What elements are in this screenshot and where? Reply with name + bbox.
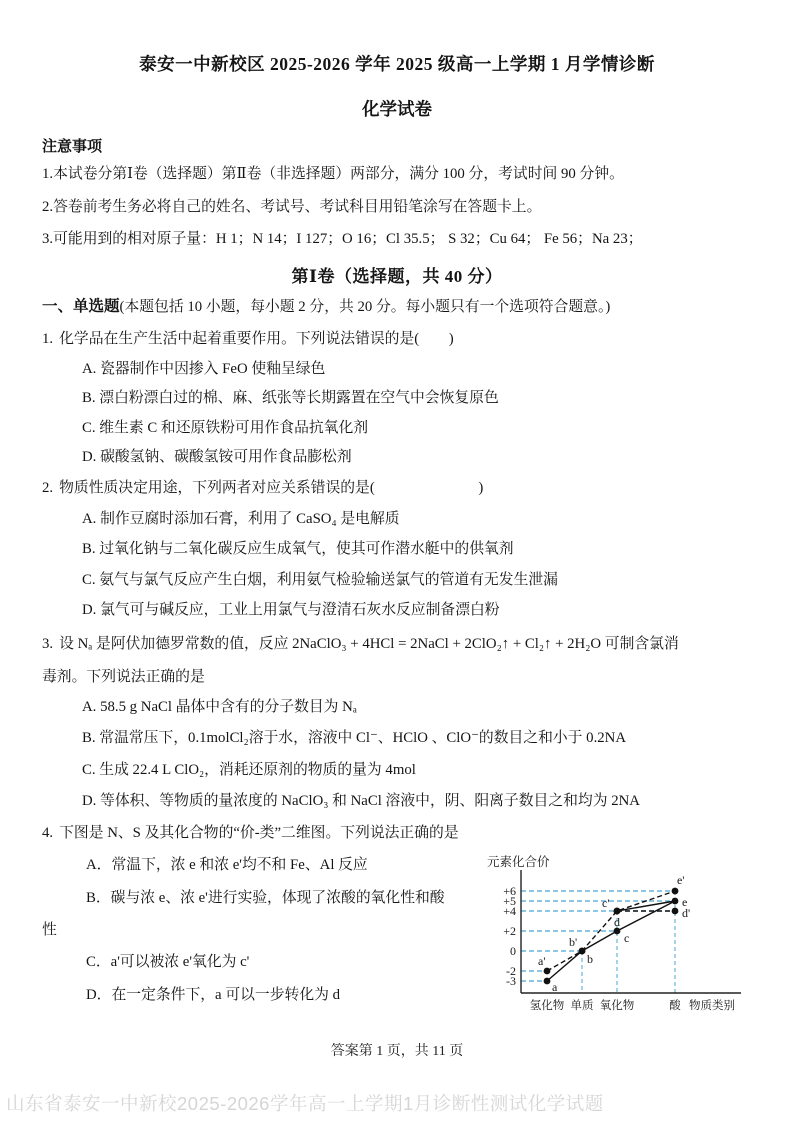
svg-text:b': b': [569, 935, 578, 949]
page-subtitle: 化学试卷: [362, 99, 432, 119]
svg-text:物质类别: 物质类别: [689, 1000, 735, 1012]
option-3a: A. 58.5 g NaCl 晶体中含有的分子数目为 Nₐ: [82, 698, 357, 715]
svg-text:-3: -3: [506, 974, 516, 988]
question-1: [42, 324, 752, 473]
question-number: 1.: [42, 330, 54, 347]
price-class-chart-svg: [485, 852, 792, 1046]
notice-item-1: 1.本试卷分第Ⅰ卷（选择题）第Ⅱ卷（非选择题）两部分，满分 100 分，考试时间 90 分钟。: [42, 166, 624, 182]
question-stem: [42, 626, 752, 662]
svg-text:b: b: [587, 952, 593, 966]
svg-text:a': a': [538, 954, 546, 968]
question-number: 4.: [42, 824, 54, 841]
svg-text:e': e': [677, 873, 685, 887]
price-class-chart: [485, 852, 792, 1046]
question-stem-text: 下图是 N、S 及其化合物的“价-类”二维图。下列说法正确的是: [59, 824, 459, 841]
svg-text:酸: 酸: [669, 1000, 681, 1012]
svg-text:元素化合价: 元素化合价: [487, 855, 550, 869]
question-type-label: 一、单选题: [42, 297, 120, 315]
svg-text:c: c: [624, 931, 630, 945]
svg-text:+6: +6: [503, 884, 516, 898]
svg-text:e: e: [682, 895, 688, 909]
option-1b: B. 漂白粉漂白过的棉、麻、纸张等长期露置在空气中会恢复原色: [82, 390, 499, 406]
page-title: 泰安一中新校区 2025-2026 学年 2025 级高一上学期 1 月学情诊断: [139, 54, 655, 74]
svg-text:d': d': [682, 906, 691, 920]
svg-text:+4: +4: [503, 904, 516, 918]
svg-text:氢化物: 氢化物: [529, 1000, 565, 1012]
svg-text:c': c': [602, 896, 610, 910]
option-1c: C. 维生素 C 和还原铁粉可用作食品抗氧化剂: [82, 419, 369, 436]
question-stem-text: 物质性质决定用途，下列两者对应关系错误的是( ): [59, 479, 484, 496]
option-4d: D．在一定条件下，a 可以一步转化为 d: [86, 986, 341, 1003]
option-4b: B．碳与浓 e、浓 e'进行实验，体现了浓酸的氧化性和酸: [86, 889, 445, 906]
notice-heading: 注意事项: [42, 139, 103, 155]
svg-text:氧化物: 氧化物: [599, 1000, 635, 1012]
option-2a: A. 制作豆腐时添加石膏，利用了 CaSO₄ 是电解质: [82, 510, 400, 527]
footer-page-number: 答案第 1 页，共 11 页: [330, 1044, 464, 1059]
option-4b-wrap: 性: [42, 921, 57, 938]
section-heading: 第Ⅰ卷（选择题，共 40 分）: [291, 266, 503, 286]
option-3c: C. 生成 22.4 L ClO₂，消耗还原剂的物质的量为 4mol: [82, 761, 416, 778]
option-3b: B. 常温常压下，0.1molCl₂溶于水，溶液中 Cl⁻、HClO 、ClO⁻的数目之和小于 0.2NA: [82, 730, 627, 746]
option-2b: B. 过氧化钠与二氧化碳反应生成氧气，使其可作潜水艇中的供氧剂: [82, 541, 514, 557]
notice-item-3: 3.可能用到的相对原子量：H 1；N 14；I 127；O 16；Cl 35.5； S 32；Cu 64； Fe 56；Na 23；: [42, 231, 643, 247]
svg-text:+2: +2: [503, 924, 516, 938]
question-type-line: [42, 290, 752, 324]
notice-item-2: 2.答卷前考生务必将自己的姓名、考试号、考试科目用铅笔涂写在答题卡上。: [42, 198, 542, 215]
option-3d: D. 等体积、等物质的量浓度的 NaClO₃ 和 NaCl 溶液中，阴、阳离子数目之和均为 2NA: [82, 793, 640, 809]
svg-text:单质: 单质: [570, 1000, 594, 1012]
svg-text:-2: -2: [506, 964, 516, 978]
question-number: 2.: [42, 479, 54, 496]
option-2c: C. 氨气与氯气反应产生白烟，利用氨气检验输送氯气的管道有无发生泄漏: [82, 571, 558, 588]
question-number: 3.: [42, 635, 54, 652]
question-3: [42, 626, 752, 818]
option-1a: A. 瓷器制作中因掺入 FeO 使釉呈绿色: [82, 360, 326, 377]
question-stem-text: 设 Nₐ 是阿伏加德罗常数的值，反应 2NaClO₃ + 4HCl = 2NaCl + 2ClO₂↑ + Cl₂↑ + 2H₂O 可制含氯消: [59, 635, 679, 652]
svg-text:+5: +5: [503, 894, 516, 908]
svg-text:0: 0: [510, 944, 516, 958]
question-stem-text: 化学品在生产生活中起着重要作用。下列说法错误的是( ): [59, 330, 454, 347]
option-4c: C．a'可以被浓 e'氧化为 c': [86, 953, 250, 970]
question-4-options: [42, 849, 482, 1012]
option-4a: A．常温下，浓 e 和浓 e'均不和 Fe、Al 反应: [86, 856, 368, 873]
question-stem-continuation: 毒剂。下列说法正确的是: [42, 668, 205, 685]
option-2d: D. 氯气可与碱反应，工业上用氯气与澄清石灰水反应制备漂白粉: [82, 602, 500, 618]
svg-text:a: a: [552, 980, 558, 994]
question-stem: [42, 818, 752, 849]
question-2: [42, 473, 752, 626]
watermark-text: 山东省泰安一中新校2025-2026学年高一上学期1月诊断性测试化学试题: [6, 1093, 604, 1114]
question-stem: [42, 473, 752, 504]
question-type-desc: (本题包括 10 小题，每小题 2 分，共 20 分。每小题只有一个选项符合题意。): [119, 298, 611, 315]
svg-text:d: d: [614, 915, 620, 929]
question-stem: [42, 324, 752, 355]
option-1d: D. 碳酸氢钠、碳酸氢铵可用作食品膨松剂: [82, 449, 352, 465]
